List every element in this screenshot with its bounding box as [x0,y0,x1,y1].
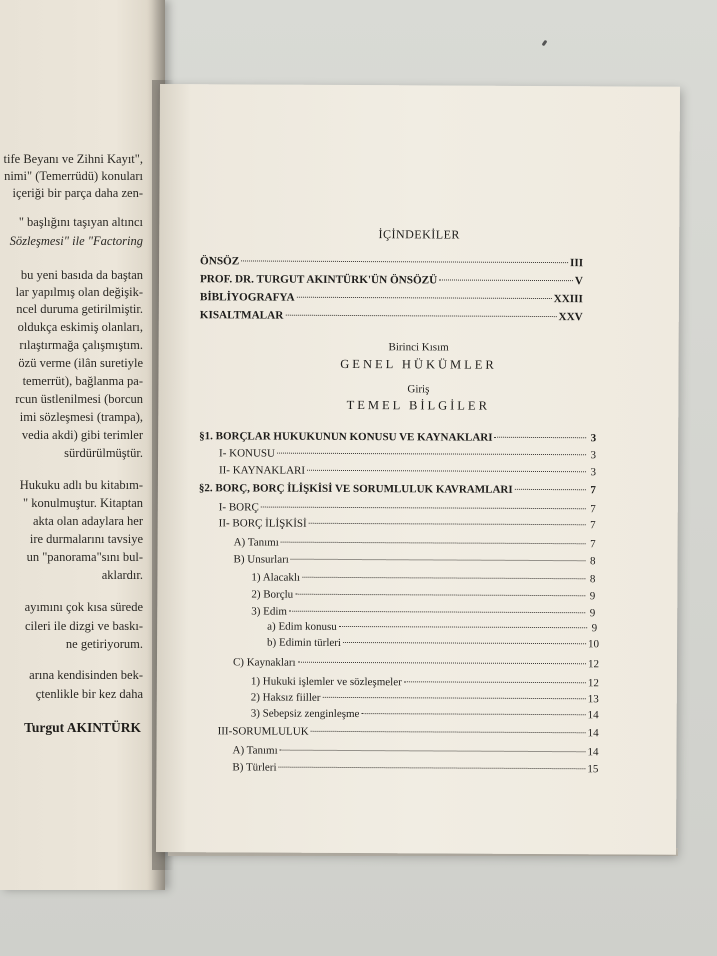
toc-page: V [574,275,584,288]
toc-page: 9 [589,590,596,603]
dot-leader [339,626,587,628]
toc-entry [267,621,597,635]
dot-leader [291,559,586,562]
left-text-line: rılaştırmağa çalışmıştım. [19,338,143,352]
left-text-line: " başlığını taşıyan altıncı [18,215,143,229]
dot-leader [279,767,586,770]
left-text-line: cileri ile dizgi ve baskı- [24,619,143,633]
intro-label: Giriş [407,383,430,396]
toc-label: PROF. DR. TURGUT AKINTÜRK'ÜN ÖNSÖZÜ [199,273,438,287]
dot-leader [343,642,586,644]
toc-entry [251,707,599,721]
toc-label: II- KAYNAKLARI [218,464,306,477]
toc-entry [251,588,595,602]
part-title: GENEL HÜKÜMLER [340,356,497,372]
toc-label: II- BORÇ İLİŞKİSİ [218,517,307,530]
dot-leader [241,260,568,263]
toc-entry [267,637,599,651]
dot-leader [277,453,586,456]
toc-entry [251,605,595,619]
toc-page: 9 [589,607,596,620]
toc-page: 14 [587,709,599,722]
toc-label: 2) Borçlu [251,588,294,601]
left-text-line: rcun üstlenilmesi (borcun [15,392,143,406]
toc-front-row [200,255,583,269]
toc-page: 9 [591,622,598,635]
toc-label: 3) Edim [251,605,288,618]
toc-label: C) Kaynakları [232,656,296,669]
toc-entry [232,744,598,758]
dot-leader [361,713,585,715]
toc-label: I- KONUSU [219,447,276,460]
toc-page: 10 [588,638,600,651]
toc-entry [234,536,596,550]
left-text-line: ire durmalarını tavsiye [29,532,143,546]
dot-leader [439,279,573,281]
toc-page: 3 [590,466,597,479]
toc-label: KISALTMALAR [199,309,284,322]
left-text-line: imi sözleşmesi (trampa), [19,410,143,424]
toc-page: 13 [587,693,599,706]
dot-leader [311,731,586,733]
toc-page: 12 [587,658,599,671]
toc-entry [233,553,595,567]
left-page [0,0,165,890]
dot-leader [261,507,586,510]
toc-label: 1) Hukuki işlemler ve sözleşmeler [250,675,402,689]
toc-label: BİBLİYOGRAFYA [199,291,295,304]
toc-entry [199,482,596,496]
dot-leader [322,697,585,699]
toc-page: 8 [589,573,596,586]
dot-leader [307,470,586,472]
toc-front-row [200,273,583,287]
toc-label: B) Unsurları [233,553,289,566]
dot-leader [495,437,587,438]
toc-label: 3) Sebepsiz zenginleşme [250,707,360,721]
left-text-line: bu yeni basıda da baştan [20,268,143,282]
toc-entry [233,656,599,670]
toc-label: §1. BORÇLAR HUKUKUNUN KONUSU VE KAYNAKLARI [199,430,493,444]
toc-entry [219,464,596,478]
toc-label: a) Edim konusu [267,620,337,633]
left-text-line: akta olan adaylara her [32,514,143,528]
dust-speck [542,40,548,47]
toc-entry [199,430,596,444]
signature: Turgut AKINTÜRK [24,720,141,735]
toc-label: 2) Haksız fiiller [250,691,321,704]
intro-title: TEMEL BİLGİLER [346,397,490,413]
left-text-line: ayımını çok kısa sürede [24,600,143,614]
toc-entry [251,675,599,689]
toc-page: 15 [587,763,599,776]
dot-leader [404,681,586,683]
toc-entry [251,691,599,705]
toc-label: I- BORÇ [218,501,259,514]
left-text-line: temerrüt), bağlanma pa- [22,374,143,388]
dot-leader [298,662,586,665]
toc-front-row [200,291,583,305]
left-text-line: un "panorama"sını bul- [26,550,143,564]
left-text-line: Hukuku adlı bu kitabım- [19,478,143,492]
toc-entry [232,761,598,775]
toc-label: III-SORUMLULUK [217,725,309,738]
left-text-line: lar yapılmış olan değişik- [15,285,143,299]
toc-page: 14 [587,746,599,759]
toc-label: b) Edimin türleri [267,636,342,649]
toc-label: A) Tanımı [233,536,279,549]
toc-page: 7 [590,484,596,497]
left-text-line: ne getiriyorum. [65,637,143,651]
right-page [156,84,680,855]
toc-page: 7 [590,503,596,516]
dot-leader [297,297,552,299]
toc-label: §2. BORÇ, BORÇ İLİŞKİSİ VE SORUMLULUK KAVRAMLARI [198,482,513,496]
toc-page: 7 [590,538,596,551]
left-text-line: sürdürülmüştür. [64,446,143,460]
toc-title: İÇİNDEKİLER [378,227,460,242]
part-label: Birinci Kısım [388,341,449,354]
toc-page: 3 [590,432,597,445]
dot-leader [285,315,556,317]
toc-page: III [569,257,584,270]
dot-leader [281,542,586,545]
dot-leader [295,594,585,597]
left-text-line: nimi" (Temerrüdü) konuları [4,169,143,183]
dot-leader [280,750,586,753]
dot-leader [515,489,586,490]
left-text-line: tife Beyanı ve Zihni Kayıt", [3,152,143,166]
toc-page: 12 [587,677,599,690]
toc-page: 7 [590,519,596,532]
left-text-line: " konulmuştur. Kitaptan [22,496,143,510]
toc-label: B) Türleri [232,761,277,774]
left-text-line: özü verme (ilân suretiyle [18,356,143,370]
toc-front-row [200,309,583,323]
toc-entry [219,517,596,531]
left-text-line: aklardır. [101,568,143,582]
toc-page: 14 [587,727,599,740]
toc-label: 1) Alacaklı [251,571,301,584]
left-text-line: içeriği bir parça daha zen- [12,186,143,200]
left-text-line: Sözleşmesi" ile "Factoring [9,234,143,248]
left-text-line: vedia akdi) gibi terimler [21,428,143,442]
toc-entry [251,571,595,585]
dot-leader [302,577,585,579]
toc-label: A) Tanımı [232,744,278,757]
left-text-line: çtenlikle bir kez daha [35,687,143,701]
toc-entry [219,447,596,461]
toc-page: XXV [558,311,583,324]
toc-page: 8 [589,555,596,568]
left-text-line: arına kendisinden bek- [29,668,143,682]
left-text-line: ncel duruma getirilmiştir. [16,302,143,316]
toc-entry [219,501,596,515]
toc-page: 3 [590,449,597,462]
dot-leader [309,523,586,525]
dot-leader [289,611,585,614]
left-text-line: oldukça eskimiş olanları, [17,320,143,334]
toc-page: XXIII [553,293,583,306]
toc-entry [218,725,599,739]
toc-label: ÖNSÖZ [200,255,240,268]
